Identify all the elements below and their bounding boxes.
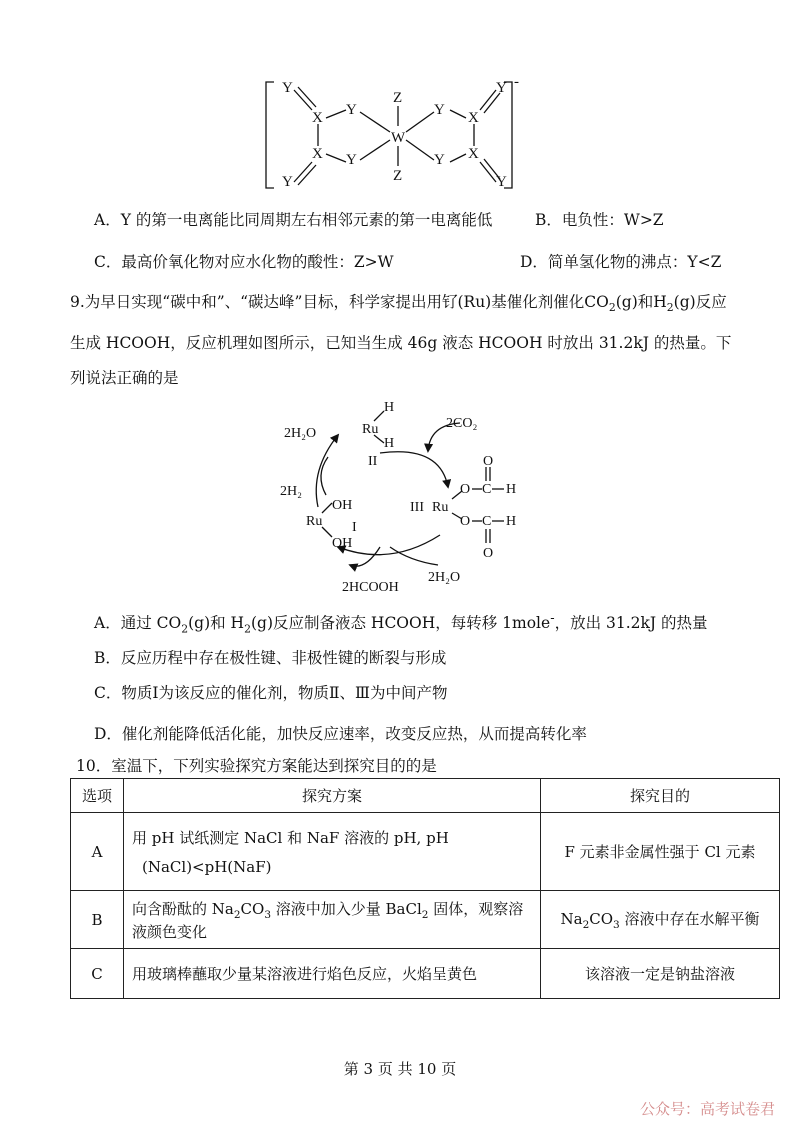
q8-structure-diagram bbox=[260, 72, 530, 196]
q8-option-a[interactable]: A．Y 的第一电离能比同周期左右相邻元素的第一电离能低 bbox=[94, 211, 493, 229]
atom-y: Y bbox=[282, 174, 293, 190]
atom-z: Z bbox=[393, 168, 403, 184]
q9-mechanism-diagram bbox=[270, 395, 540, 605]
watermark: 公众号：高考试卷君 bbox=[640, 1100, 776, 1118]
h-label: H bbox=[506, 514, 517, 529]
row-plan: 用 pH 试纸测定 NaCl 和 NaF 溶液的 pH, pH (NaCl)<pH(NaF) bbox=[124, 813, 541, 891]
table-row bbox=[71, 949, 780, 999]
ru-label: Ru bbox=[432, 500, 449, 515]
atom-w: W bbox=[391, 130, 406, 146]
label-i: I bbox=[352, 520, 357, 535]
atom-x: X bbox=[312, 146, 323, 162]
header-plan: 探究方案 bbox=[124, 779, 541, 813]
row-goal: 该溶液一定是钠盐溶液 bbox=[541, 949, 780, 999]
row-option: B bbox=[71, 891, 124, 949]
co2-label: 2CO₂ bbox=[446, 416, 478, 431]
q9-option-a[interactable]: A．通过 $CO_2(g)$和 $H_2(g)$反应制备液态 HCOOH，每转移 1mole-，放出 31.2kJ 的热量 bbox=[94, 611, 708, 636]
ru-label: Ru bbox=[306, 514, 323, 529]
page-number: 第 3 页 共 10 页 bbox=[343, 1060, 457, 1078]
o-label: O bbox=[460, 514, 471, 529]
h-label: H bbox=[384, 400, 395, 415]
h2o-bottom: 2H₂O bbox=[428, 570, 461, 585]
atom-y: Y bbox=[434, 152, 445, 168]
o-label: O bbox=[483, 546, 494, 561]
o-label: O bbox=[460, 482, 471, 497]
row-plan: 向含酚酞的 $Na_2CO_3$ 溶液中加入少量 BaCl$_2$ 固体，观察溶液颜色变化 bbox=[124, 891, 541, 949]
q9-stem-line1: 9.为早日实现“碳中和”、“碳达峰”目标，科学家提出用钌(Ru)基催化剂催化$CO_2(g)$和$H_2(g)$反应 bbox=[70, 293, 727, 315]
atom-z: Z bbox=[393, 90, 403, 106]
h2o-top: 2H₂O bbox=[284, 426, 317, 441]
atom-y: Y bbox=[434, 102, 445, 118]
atom-y: Y bbox=[346, 152, 357, 168]
q8-option-c[interactable]: C．最高价氧化物对应水化物的酸性：Z>W bbox=[94, 253, 394, 271]
header-option: 选项 bbox=[71, 779, 124, 813]
q9-stem-line2: 生成 HCOOH，反应机理如图所示，已知当生成 46g 液态 HCOOH 时放出 31.2kJ 的热量。下 bbox=[70, 334, 732, 352]
atom-y: Y bbox=[282, 80, 293, 96]
c-label: C bbox=[482, 482, 492, 497]
row-goal: F 元素非金属性强于 Cl 元素 bbox=[541, 813, 780, 891]
q8-option-d[interactable]: D．简单氢化物的沸点：Y<Z bbox=[520, 253, 722, 271]
table-row bbox=[71, 813, 780, 891]
q10-table bbox=[70, 778, 780, 999]
c-label: C bbox=[482, 514, 492, 529]
q9-option-b[interactable]: B．反应历程中存在极性键、非极性键的断裂与形成 bbox=[94, 649, 447, 667]
table-row bbox=[71, 891, 780, 949]
h-label: H bbox=[384, 436, 395, 451]
atom-y: Y bbox=[346, 102, 357, 118]
h-label: H bbox=[506, 482, 517, 497]
label-ii: II bbox=[368, 454, 378, 469]
row-option: C bbox=[71, 949, 124, 999]
atom-x: X bbox=[468, 110, 479, 126]
o-label: O bbox=[483, 454, 494, 469]
oh-label: OH bbox=[332, 498, 353, 513]
row-option: A bbox=[71, 813, 124, 891]
row-goal: $Na_2CO_3$ 溶液中存在水解平衡 bbox=[541, 891, 780, 949]
ru-label: Ru bbox=[362, 422, 379, 437]
row-plan: 用玻璃棒蘸取少量某溶液进行焰色反应，火焰呈黄色 bbox=[124, 949, 541, 999]
header-goal: 探究目的 bbox=[541, 779, 780, 813]
q9-stem-line3: 列说法正确的是 bbox=[70, 369, 179, 387]
q8-option-b[interactable]: B．电负性：W>Z bbox=[535, 211, 664, 229]
atom-x: X bbox=[312, 110, 323, 126]
hcooh-label: 2HCOOH bbox=[342, 580, 399, 595]
atom-x: X bbox=[468, 146, 479, 162]
label-iii: III bbox=[410, 500, 424, 515]
q9-option-c[interactable]: C．物质Ⅰ为该反应的催化剂，物质Ⅱ、Ⅲ为中间产物 bbox=[94, 684, 448, 702]
atom-y: Y bbox=[496, 80, 507, 96]
h2-label: 2H₂ bbox=[280, 484, 302, 499]
oh-label: OH bbox=[332, 536, 353, 551]
atom-y: Y bbox=[496, 174, 507, 190]
q10-stem: 10．室温下，下列实验探究方案能达到探究目的的是 bbox=[76, 757, 437, 775]
q9-option-d[interactable]: D．催化剂能降低活化能，加快反应速率，改变反应热，从而提高转化率 bbox=[94, 725, 587, 743]
ion-charge: - bbox=[514, 74, 519, 90]
